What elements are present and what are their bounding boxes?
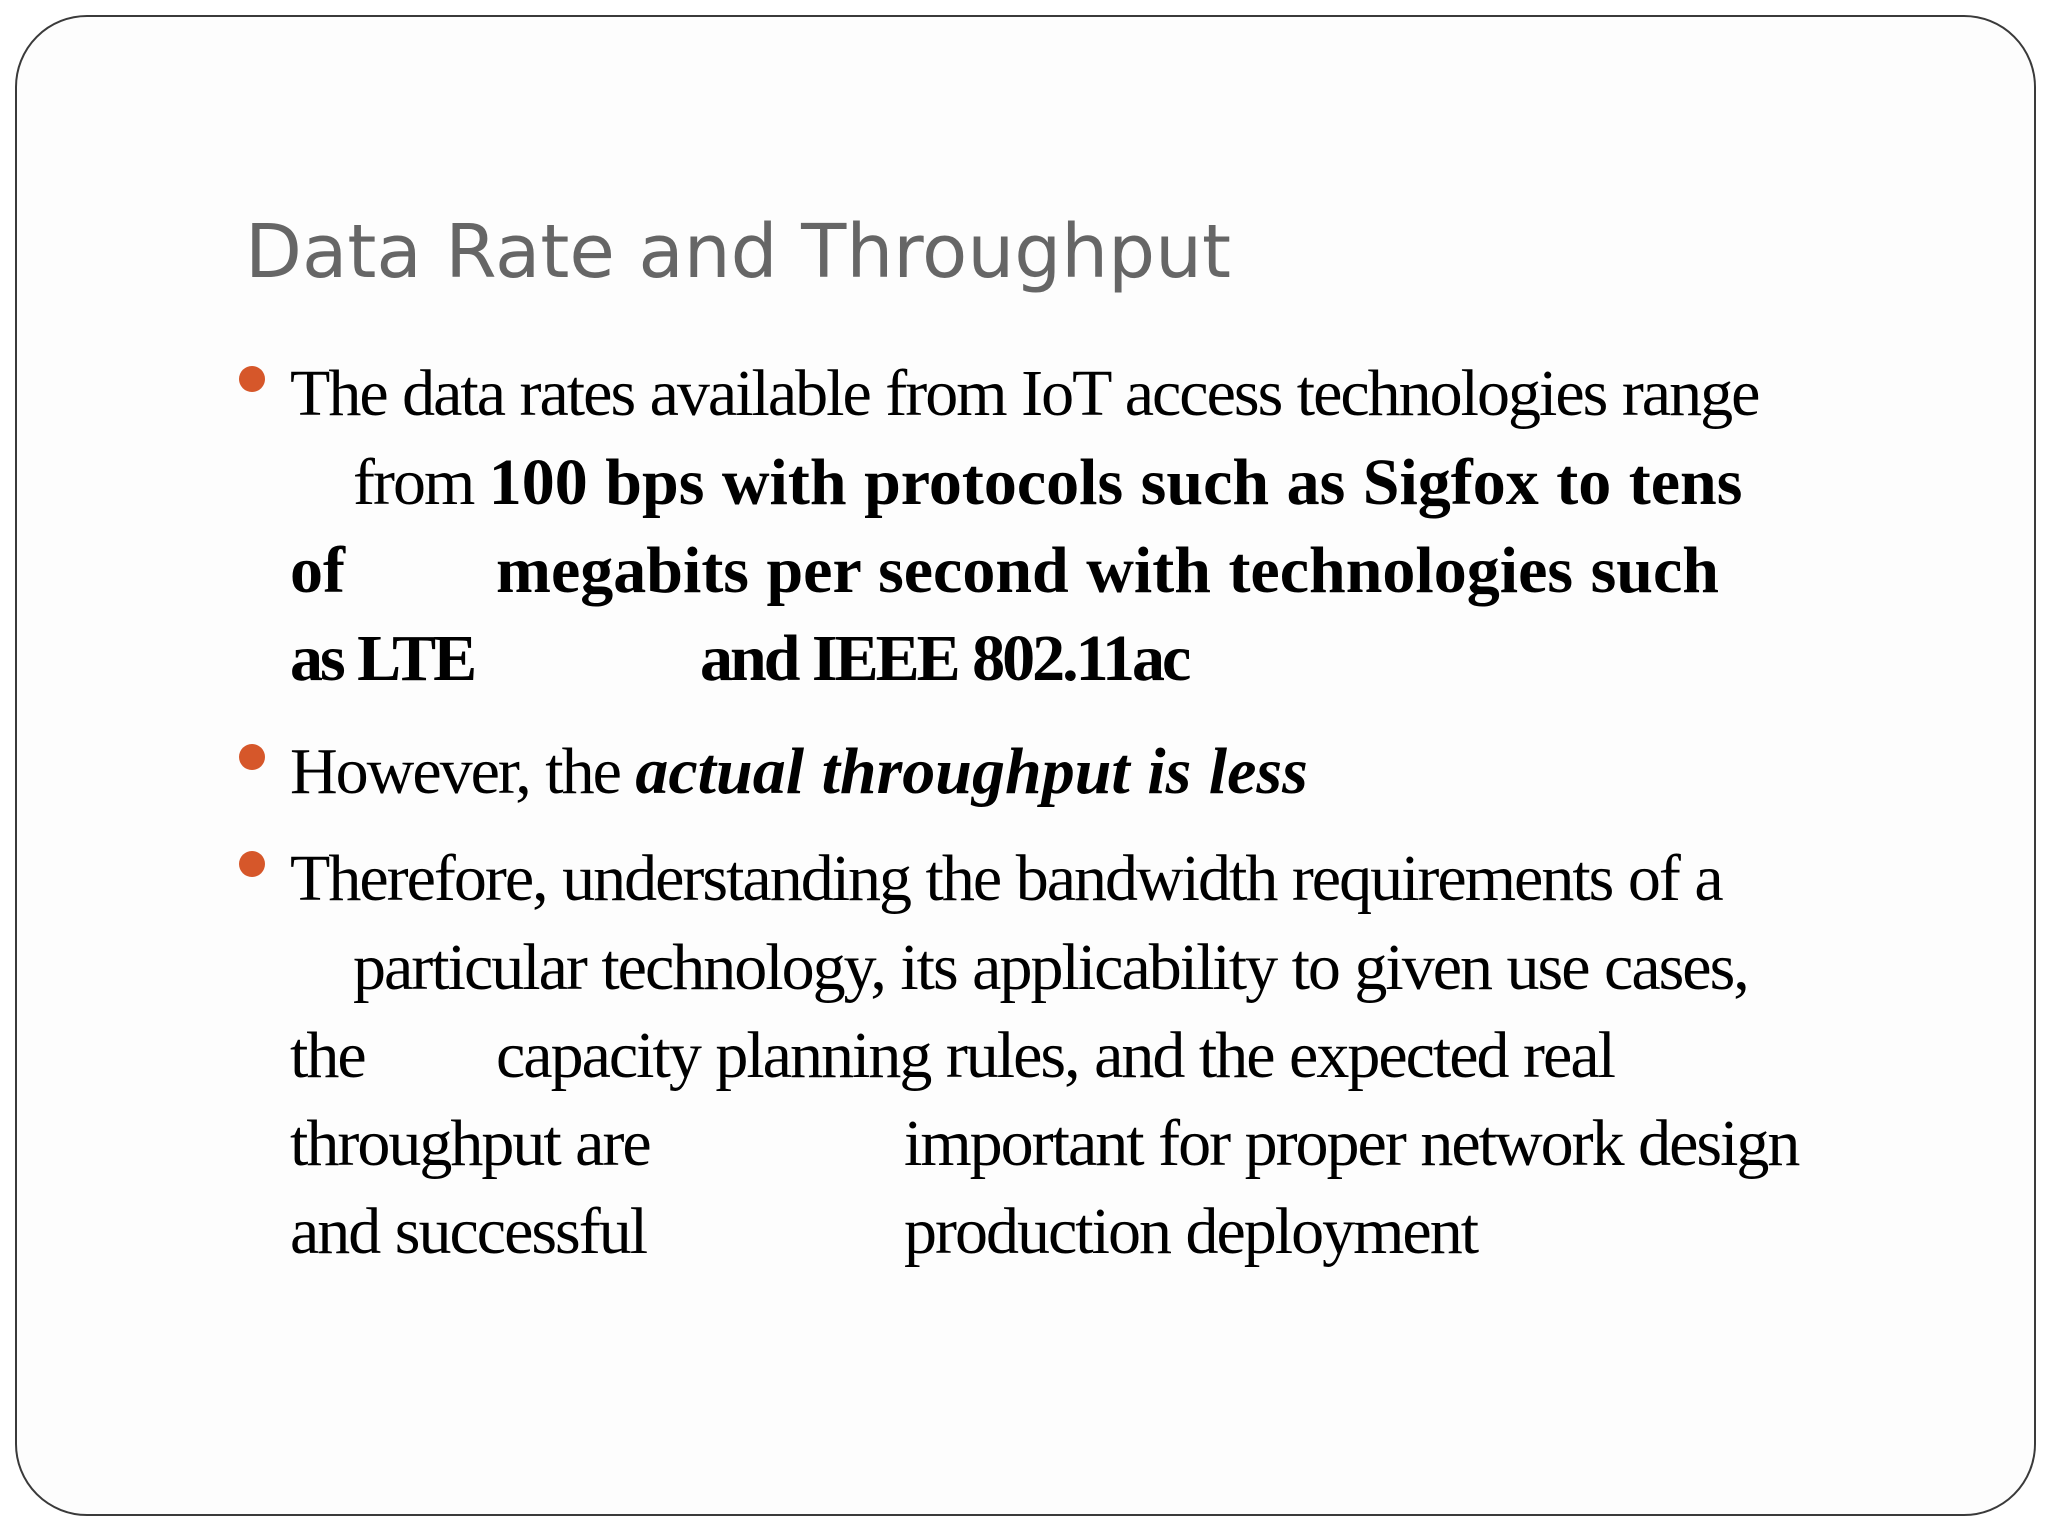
text-run: The data rates available from IoT access technologies range [290, 357, 1759, 430]
bullet-line [290, 1019, 365, 1092]
text-run: Therefore, understanding the bandwidth requirements of a [290, 842, 1722, 915]
text-run: particular technology, its applicability to given use cases, [353, 931, 1748, 1004]
text-run: from [353, 446, 489, 519]
bold-text-run: 100 bps with protocols such as Sigfox to tens [488, 446, 1743, 519]
slide-title: Data Rate and Throughput [245, 209, 1231, 295]
bold-text-run: and IEEE 802.11ac [700, 622, 1189, 695]
bullet-line [290, 842, 1722, 915]
text-run: the [290, 1019, 365, 1092]
bullet-line [496, 1019, 1614, 1092]
bullet-line [290, 534, 345, 607]
bullet-line [290, 622, 475, 695]
text-run: and successful [290, 1195, 647, 1268]
bullet-line [290, 357, 1759, 430]
text-run: production deployment [904, 1195, 1478, 1268]
text-run: capacity planning rules, and the expected real [496, 1019, 1614, 1092]
bold-text-run: of [290, 534, 345, 607]
bullet-line [496, 534, 1719, 607]
bullet-line [290, 1107, 650, 1180]
text-run: However, the [290, 735, 636, 808]
bullet-line [290, 735, 1308, 808]
bullet-dot-icon [239, 744, 265, 770]
bold-text-run: megabits per second with technologies such [496, 534, 1719, 607]
bullet-line [904, 1195, 1478, 1268]
bullet-dot-icon [239, 851, 265, 877]
bullet-line [904, 1107, 1799, 1180]
bold-italic-text-run: actual throughput is less [635, 735, 1308, 808]
bullet-line [353, 931, 1748, 1004]
text-run: throughput are [290, 1107, 650, 1180]
bullet-line [353, 446, 1743, 519]
slide [15, 15, 2036, 1516]
bullet-line [290, 1195, 647, 1268]
text-run: important for proper network design [904, 1107, 1799, 1180]
bullet-dot-icon [239, 366, 265, 392]
bold-text-run: as LTE [290, 622, 475, 695]
bullet-line [700, 622, 1189, 695]
